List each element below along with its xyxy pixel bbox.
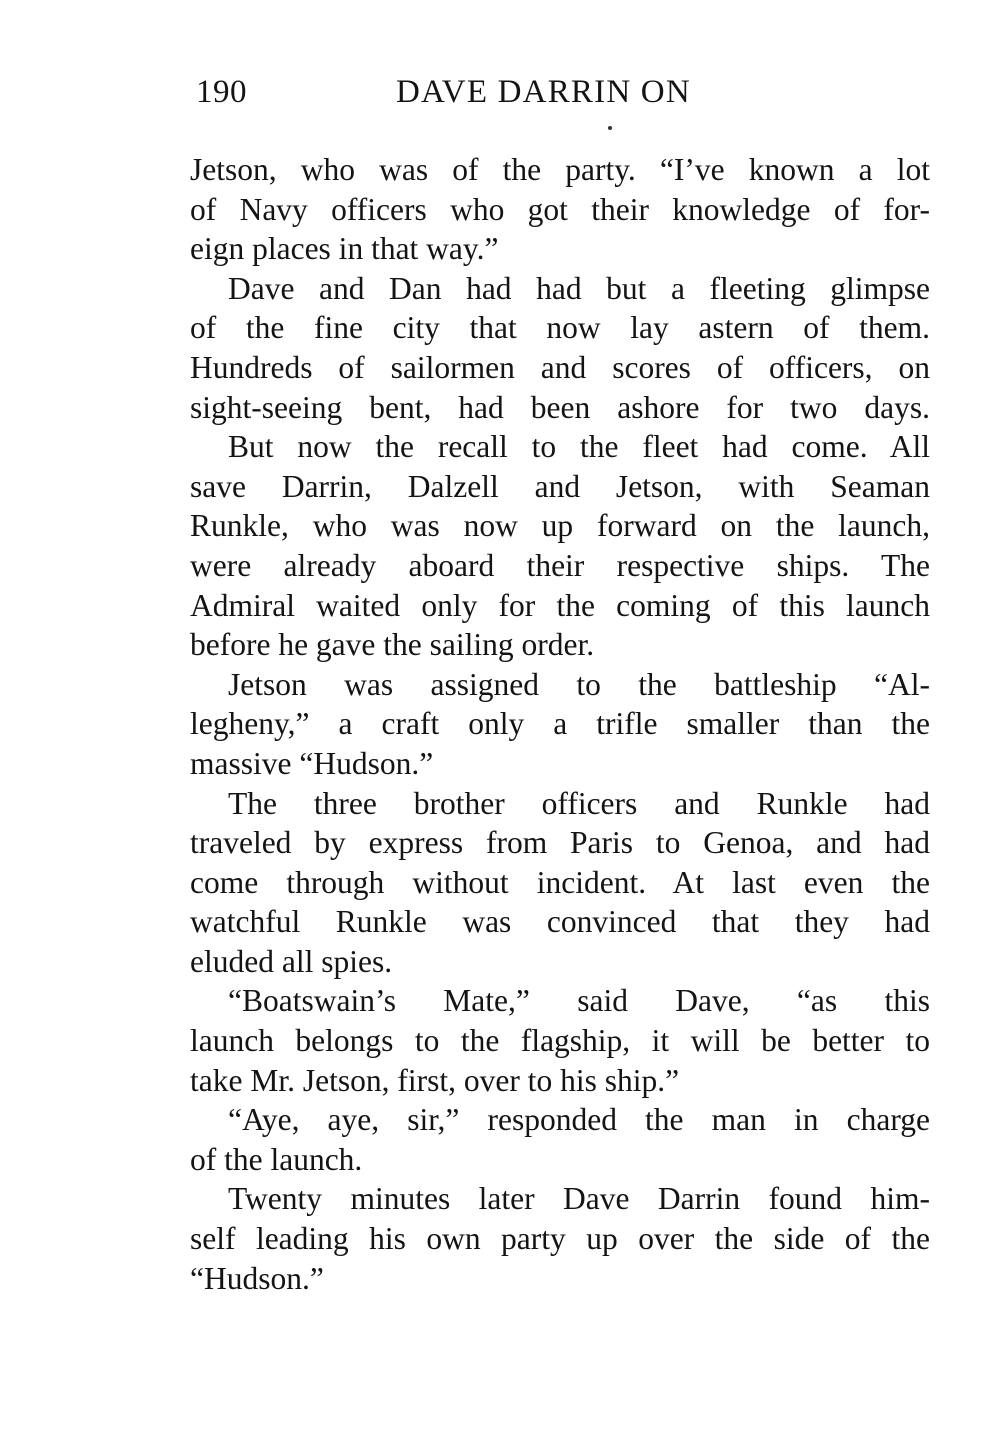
text-line: of Navy officers who got their knowledge of for- [190,191,930,227]
running-head: DAVE DARRIN ON [396,74,691,110]
text-line: were already aboard their respective ships. The [190,547,930,583]
text-line: “Aye, aye, sir,” responded the man in charge [228,1102,930,1138]
text-line: Runkle, who was now up forward on the launch, [190,508,930,544]
text-line: But now the recall to the fleet had come. All [228,429,930,465]
text-line: Twenty minutes later Dave Darrin found him- [228,1181,930,1217]
body-text [190,150,930,1298]
text-line: legheny,” a craft only a trifle smaller than the [190,706,930,742]
text-line: watchful Runkle was convinced that they had [190,904,930,940]
text-line: Jetson was assigned to the battleship “Al- [228,666,930,702]
text-line: sight-seeing bent, had been ashore for two days. [190,389,930,425]
text-line: “Boatswain’s Mate,” said Dave, “as this [228,983,930,1019]
text-line: eluded all spies. [190,943,393,979]
text-line: save Darrin, Dalzell and Jetson, with Seaman [190,468,930,504]
text-line: Jetson, who was of the party. “I’ve known a lot [190,152,930,187]
text-line: take Mr. Jetson, first, over to his ship.” [190,1062,680,1098]
text-line: eign places in that way.” [190,231,499,267]
print-speck [608,126,612,130]
text-line: of the fine city that now lay astern of them. [190,310,930,346]
text-line: launch belongs to the flagship, it will be better to [190,1023,930,1059]
text-line: Admiral waited only for the coming of this launch [190,587,930,623]
text-line: before he gave the sailing order. [190,627,595,663]
text-line: massive “Hudson.” [190,745,434,781]
text-line: self leading his own party up over the side of the [190,1221,930,1257]
text-line: traveled by express from Paris to Genoa, and had [190,825,930,861]
text-line: of the launch. [190,1141,363,1177]
page-number: 190 [196,74,247,110]
text-line: come through without incident. At last even the [190,864,930,900]
text-line: “Hudson.” [190,1260,324,1296]
text-line: The three brother officers and Runkle had [228,785,930,821]
page-header [196,70,936,114]
text-line: Dave and Dan had had but a fleeting glimpse [228,270,930,306]
text-line: Hundreds of sailormen and scores of officers, on [190,349,930,385]
